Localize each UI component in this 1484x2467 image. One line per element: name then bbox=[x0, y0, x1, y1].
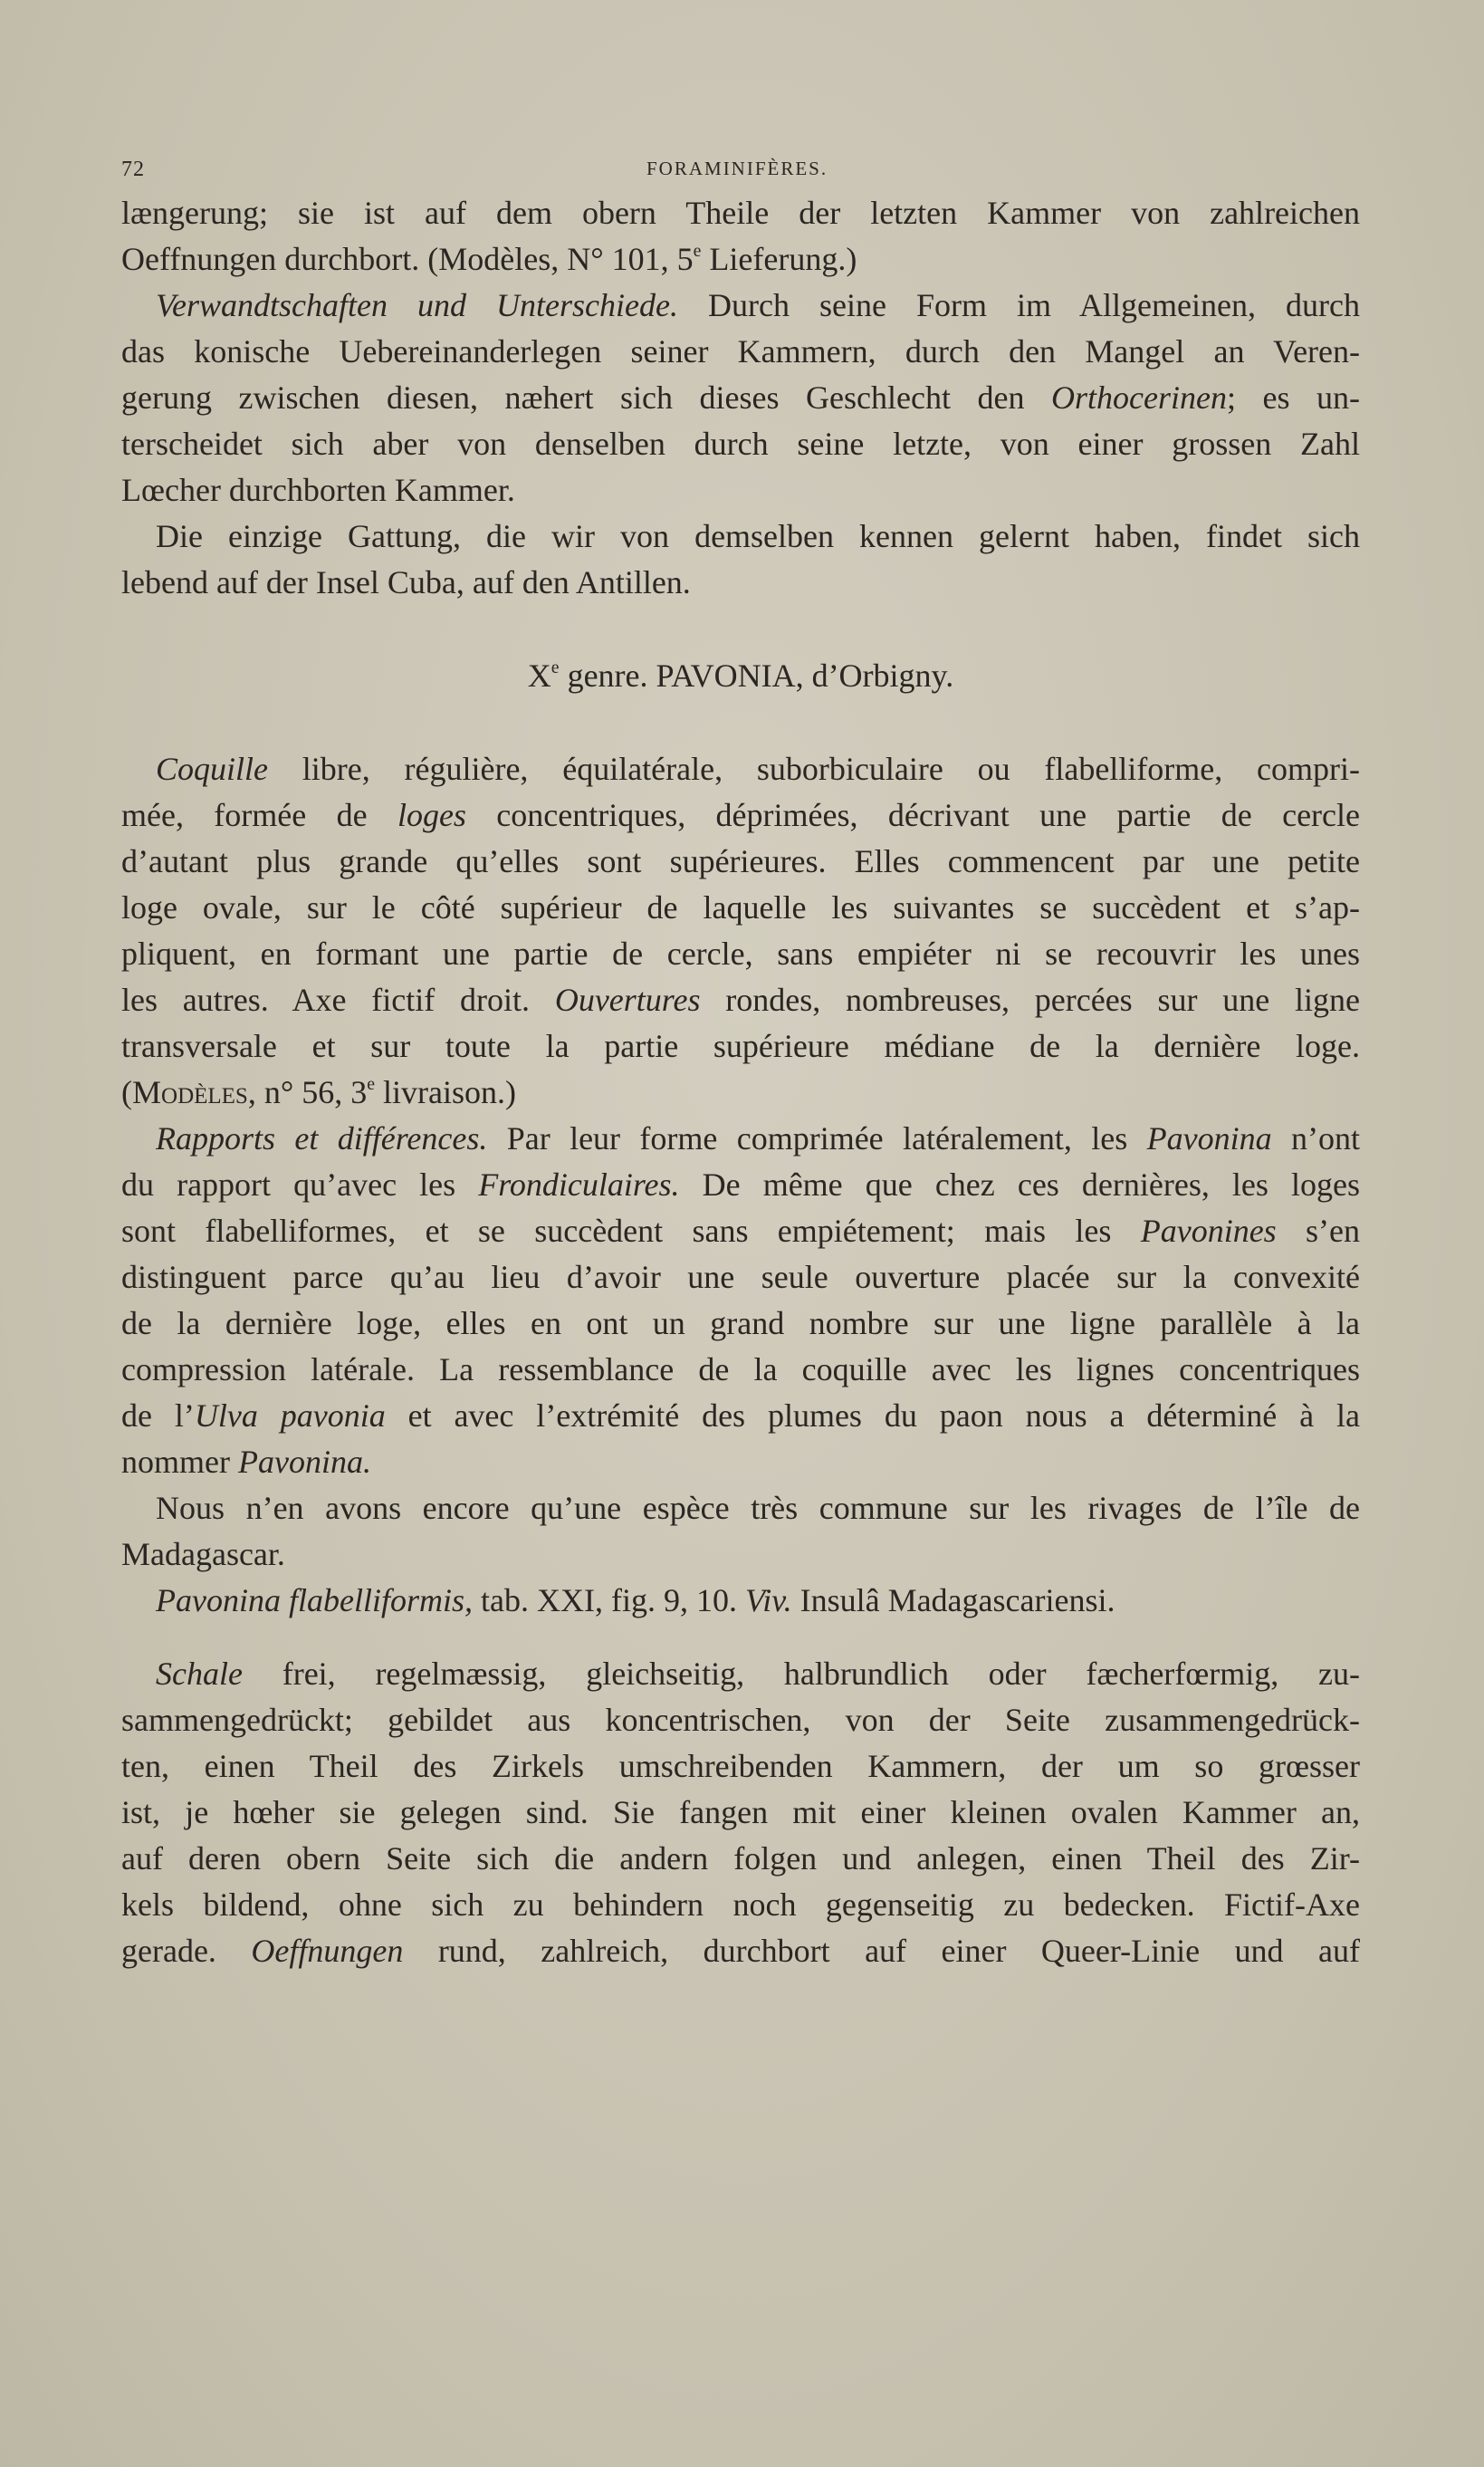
text-line: gerung zwischen diesen, næhert sich dieses Geschlecht den Orthocerinen; es un- bbox=[121, 379, 1360, 416]
text-line: de l’Ulva pavonia et avec l’extrémité des plumes du paon nous a déterminé à la bbox=[121, 1397, 1360, 1434]
paragraph-nous bbox=[121, 1485, 1360, 1578]
text-line: les autres. Axe fictif droit. Ouvertures rondes, nombreuses, percées sur une ligne bbox=[121, 982, 1360, 1018]
text-line: nommer Pavonina. bbox=[121, 1444, 371, 1480]
text-line: compression latérale. La ressemblance de la coquille avec les lignes concentriques bbox=[121, 1351, 1360, 1387]
text-line: Verwandtschaften und Unterschiede. Durch seine Form im Allgemeinen, durch bbox=[156, 287, 1360, 323]
text-line: du rapport qu’avec les Frondiculaires. De même que chez ces dernières, les loges bbox=[121, 1166, 1360, 1203]
text-line: Oeffnungen durchbort. (Modèles, N° 101, 5e Lieferung.) bbox=[121, 241, 857, 277]
text-line: Lœcher durchborten Kammer. bbox=[121, 472, 515, 508]
paragraph-rapports bbox=[121, 1116, 1360, 1485]
text-line: ist, je hœher sie gelegen sind. Sie fangen mit einer kleinen ovalen Kammer an, bbox=[121, 1794, 1360, 1830]
text-line: de la dernière loge, elles en ont un grand nombre sur une ligne parallèle à la bbox=[121, 1305, 1360, 1341]
species-entry: Pavonina flabelliformis, tab. XXI, fig. 9, 10. Viv. Insulâ Madagascariensi. bbox=[156, 1582, 1115, 1618]
text-line: Die einzige Gattung, die wir von demselben kennen gelernt haben, findet sich bbox=[156, 518, 1360, 554]
page-header bbox=[121, 154, 1360, 190]
text-line: Madagascar. bbox=[121, 1536, 285, 1572]
running-title: FORAMINIFÈRES. bbox=[646, 158, 828, 179]
text-line: (Modèles, n° 56, 3e livraison.) bbox=[121, 1074, 517, 1110]
page-number: 72 bbox=[121, 158, 145, 181]
text-line: længerung; sie ist auf dem obern Theile der letzten Kammer von zahlreichen bbox=[121, 195, 1360, 231]
text-line: d’autant plus grande qu’elles sont supérieures. Elles commencent par une petite bbox=[121, 843, 1360, 879]
paragraph-verwandtschaften bbox=[121, 283, 1360, 514]
text-line: terscheidet sich aber von denselben durch seine letzte, von einer grossen Zahl bbox=[121, 426, 1360, 462]
page-body bbox=[121, 154, 1360, 1974]
text-line: distinguent parce qu’au lieu d’avoir une seule ouverture placée sur la convexité bbox=[121, 1259, 1360, 1295]
paragraph-coquille bbox=[121, 746, 1360, 1116]
text-line: lebend auf der Insel Cuba, auf den Antillen. bbox=[121, 564, 691, 600]
text-line: loge ovale, sur le côté supérieur de laquelle les suivantes se succèdent et s’ap- bbox=[121, 889, 1360, 926]
text-line: ten, einen Theil des Zirkels umschreibenden Kammern, der um so grœsser bbox=[121, 1748, 1360, 1784]
text-line: Coquille libre, régulière, équilatérale, suborbiculaire ou flabelliforme, compri- bbox=[156, 751, 1360, 787]
paragraph-einzige-gattung bbox=[121, 514, 1360, 606]
text-line: transversale et sur toute la partie supérieure médiane de la dernière loge. bbox=[121, 1028, 1360, 1064]
text-line: das konische Uebereinanderlegen seiner Kammern, durch den Mangel an Veren- bbox=[121, 333, 1360, 370]
text-line: Schale frei, regelmæssig, gleichseitig, halbrundlich oder fæcherfœrmig, zu- bbox=[156, 1656, 1360, 1692]
text-line: mée, formée de loges concentriques, déprimées, décrivant une partie de cercle bbox=[121, 797, 1361, 833]
text-line: sammengedrückt; gebildet aus koncentrischen, von der Seite zusammengedrück- bbox=[121, 1702, 1360, 1738]
paragraph-schale bbox=[121, 1651, 1360, 1974]
text-line: sont flabelliformes, et se succèdent sans empiétement; mais les Pavonines s’en bbox=[121, 1213, 1360, 1249]
text-line: Rapports et différences. Par leur forme comprimée latéralement, les Pavonina n’ont bbox=[156, 1120, 1360, 1157]
text-line: Nous n’en avons encore qu’une espèce très commune sur les rivages de l’île de bbox=[156, 1490, 1360, 1526]
text-line: gerade. Oeffnungen rund, zahlreich, durchbort auf einer Queer-Linie und auf bbox=[121, 1933, 1360, 1969]
paragraph-german-continuation bbox=[121, 190, 1360, 283]
text-line: pliquent, en formant une partie de cercle, sans empiéter ni se recouvrir les unes bbox=[121, 936, 1360, 972]
text-line: auf deren obern Seite sich die andern folgen und anlegen, einen Theil des Zir- bbox=[121, 1840, 1360, 1877]
text-line: kels bildend, ohne sich zu behindern noch gegenseitig zu bedecken. Fictif-Axe bbox=[121, 1886, 1360, 1923]
genre-heading: Xe genre. PAVONIA, d’Orbigny. bbox=[527, 658, 954, 694]
